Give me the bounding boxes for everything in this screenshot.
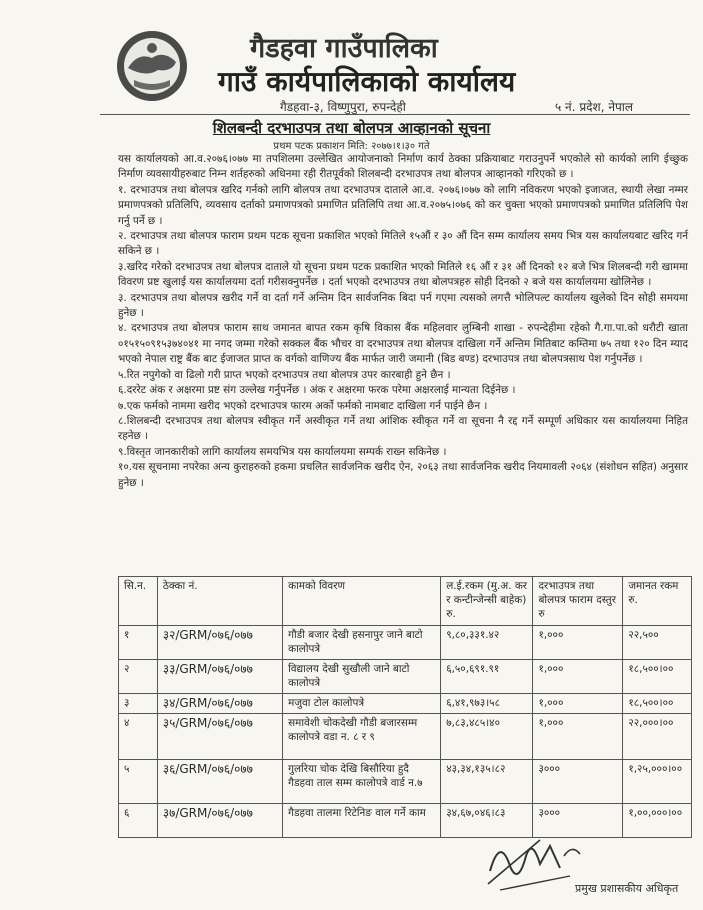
cell-work-description: समावेशी चोकदेखी गौडी बजारसम्म कालोपत्रे वडा न. ८ र ९ [283,714,441,760]
table-row [119,760,692,804]
clause-8: ८.शिलबन्दी दरभाउपत्र तथा बोलपत्र स्वीकृत गर्ने अस्वीकृत गर्ने तथा आंशिक स्वीकृत गर्ने वा सूचना नै रद्द गर्ने सम्पूर्ण अधिकार यस कार्यालयमा निहित रहनेछ । [118,414,688,443]
clause-1: १. दरभाउपत्र तथा बोलपत्र खरिद गर्नको लागि बोलपत्र तथा दरभाउपत्र दाताले आ.व. २०७६।०७७ को लागि नविकरण भएको इजाजत, स्थायी लेखा नम्मर प्रमाणपत्रको प्रतिलिपि, व्यवसाय दर्ताको प्रमाणपत्रको प्रमाणित प्रतिलिपि तथा आ.व.२०७५।०७६ को कर चुक्ता भएको प्रमाणपत्रको प्रमाणित प्रतिलिपि पेश गर्नु पर्ने छ । [118,183,688,227]
clause-7: ७.एक फर्मको नाममा खरीद भएको दरभाउपत्र फारम अर्को फर्मको नामबाट दाखिला गर्न पाईने छैन । [118,399,488,412]
cell-contract-no: ३२/GRM/०७६/०७७ [157,626,282,660]
cell-form-fee: १,००० [533,694,623,714]
clause-3: ३.खरिद गरेको दरभाउपत्र तथा बोलपत्र दाताले यो सूचना प्रथम पटक प्रकाशित भएको मितिले १६ औं र ३१ औं दिनको १२ बजे भित्र शिलबन्दी गरी खाममा विवरण प्रष्ट खुलाई यस कार्यालयमा दर्ता गरीसक्नुपर्नेछ । दर्ता भएको दरभाउपत्र तथा बोलपत्रहरु सोही दिनको २ बजे यस कार्यालयमा खोलिनेछ । [118,260,688,289]
cell-estimate: ६,५०,६९१.९१ [441,660,533,694]
cell-contract-no: ३७/GRM/०७६/०७७ [157,804,282,838]
clause-2: २. दरभाउपत्र तथा बोलपत्र फाराम प्रथम पटक सूचना प्रकाशित भएको मितिले १५औं र ३० औं दिन सम्म कार्यालय समय भित्र यस कार्यालयबाट खरिद गर्न सकिने छ । [118,230,688,258]
cell-form-fee: ३००० [533,760,623,804]
cell-serial: २ [119,660,158,694]
intro-paragraph: यस कार्यालयको आ.व.२०७६।०७७ मा तपशिलमा उल्लेखित आयोजनाको निर्माण कार्य ठेक्का प्रक्रियाबाट गराउनुपर्ने भएकोले सो कार्यको लागि ईच्छुक निर्माण व्यवसायीहरुबाट निम्न शर्तहरुको अधिनमा रही रीतपूर्वको शिलबन्दी दरभाउपत्र तथा बोलपत्र आव्हानको गरिएको छ । [118,153,688,181]
office-address: गैडहवा-३, विष्णुपुरा, रुपन्देही [280,100,406,114]
cell-work-description: गौडी बजार देखी हसनापुर जाने बाटो कालोपत्रे [283,626,441,660]
col-header-serial: सि.न. [119,577,158,626]
cell-estimate: ४३,३४,१३५।८२ [441,760,533,804]
cell-contract-no: ३४/GRM/०७६/०७७ [157,694,282,714]
cell-deposit: २२,५०० [623,626,692,660]
cell-estimate: ६,४१,९७३।५८ [441,694,533,714]
cell-work-description: विद्यालय देखी सुखौली जाने बाटो कालोपत्रे [283,660,441,694]
col-header-contract-no: ठेक्का नं. [157,577,282,626]
cell-work-description: गुलरिया चोक देखि बिसौरिया हुदै गैडहवा ताल सम्म कालोपत्रे वार्ड न.७ [283,760,441,804]
cell-form-fee: १,००० [533,660,623,694]
table-row [119,660,692,694]
clause-6: ६.दररेट अंक र अक्षरमा प्रष्ट संग उल्लेख गर्नुपर्नेछ । अंक र अक्षरमा फरक परेमा अक्षरलाई मान्यता दिईनेछ । [118,384,516,397]
header-divider [100,114,690,115]
clause-4: ४. दरभाउपत्र तथा बोलपत्र फाराम साथ जमानत बापत रकम कृषि विकास बैंक महिलवार लुम्बिनी शाखा - रुपन्देहीमा रहेको गै.गा.पा.को धरौटी खाता ०१५१५०९१५३७४०४१ मा नगद जम्मा गरेको सक्कल बैंक भौचर वा दरभाउपत्र तथा बोलपत्र दाखिला गर्ने अन्तिम मितिबाट कम्तिमा ७५ तथा १२० दिन म्याद भएको नेपाल राष्ट्र बैंक बाट ईजाजत प्राप्त क वर्गको वाणिज्य बैंक मार्फत जारी जमानी (बिड बण्ड) दरभाउपत्र तथा बोलपत्रसाथ पेश गर्नुपर्नेछ । [118,322,688,366]
notice-body [118,152,688,491]
table-row [119,694,692,714]
clause-5: ५.रित नपुगेको वा ढिलो गरी प्राप्त भएको दरभाउपत्र तथा बोलपत्र उपर कारबाही हुने छैन । [118,368,451,381]
cell-contract-no: ३३/GRM/०७६/०७७ [157,660,282,694]
cell-serial: १ [119,626,158,660]
municipality-name: गैडहवा गाउँपालिका [250,33,438,64]
table-header-row [119,577,692,626]
province-label: ५ नं. प्रदेश, नेपाल [555,100,634,114]
cell-serial: ३ [119,694,158,714]
cell-deposit: १,२५,०००।०० [623,760,692,804]
cell-deposit: २२,०००।०० [623,714,692,760]
clause-9: ९.विस्तृत जानकारीको लागि कार्यालय समयभित्र यस कार्यालयमा सम्पर्क राख्न सकिनेछ । [118,445,447,458]
cell-serial: ५ [119,760,158,804]
cell-estimate: ३४,६७,०४६।८३ [441,804,533,838]
cell-form-fee: १,००० [533,714,623,760]
col-header-work: कामको विवरण [283,577,441,626]
col-header-deposit: जमानत रकम रु. [623,577,692,626]
cell-serial: ४ [119,714,158,760]
cell-work-description: गैडहवा तालमा रिटेनिङ वाल गर्ने काम [283,804,441,838]
table-row [119,714,692,760]
cell-deposit: १८,५००।०० [623,660,692,694]
col-header-estimate: ल.ई.रकम (मु.अ. कर र कन्टीन्जेन्सी बाहेक) रु. [441,577,533,626]
cell-form-fee: ३००० [533,804,623,838]
cell-contract-no: ३६/GRM/०७६/०७७ [157,760,282,804]
col-header-form-fee: दरभाउपत्र तथा बोलपत्र फाराम दस्तुर रु [533,577,623,626]
first-publication-date: प्रथम पटक प्रकाशन मिति: २०७७।१।३० गते [273,141,430,152]
cell-form-fee: १,००० [533,626,623,660]
clause-3b: ३. दरभाउपत्र तथा बोलपत्र खरीद गर्ने वा दर्ता गर्ने अन्तिम दिन सार्वजनिक बिदा पर्न गएमा त्यसको लगत्तै भोलिपल्ट कार्यालय खुलेको दिन सोही समयमा हुनेछ । [118,291,688,320]
cell-estimate: ९,८०,३३१.४२ [441,626,533,660]
clause-10: १०.यस सूचनामा नपरेका अन्य कुराहरुको हकमा प्रचलित सार्वजनिक खरीद ऐन, २०६३ तथा सार्वजनिक खरीद नियमावली २०६४ (संशोधन सहित) अनुसार हुनेछ । [118,461,688,489]
cell-deposit: १,००,०००।०० [623,804,692,838]
office-name: गाउँ कार्यपालिकाको कार्यालय [218,65,516,98]
notice-title: शिलबन्दी दरभाउपत्र तथा बोलपत्र आव्हानको सूचना [212,119,491,137]
cell-serial: ६ [119,804,158,838]
contracts-table [118,576,692,838]
cell-work-description: मजुवा टोल कालोपत्रे [283,694,441,714]
cell-contract-no: ३५/GRM/०७६/०७७ [157,714,282,760]
nepal-emblem-logo [114,28,190,104]
cell-deposit: १८,५००।०० [623,694,692,714]
table-row [119,626,692,660]
signatory-title: प्रमुख प्रशासकीय अधिकृत [575,882,679,895]
cell-estimate: ७,८३,४८५।४० [441,714,533,760]
table-body [119,626,692,838]
